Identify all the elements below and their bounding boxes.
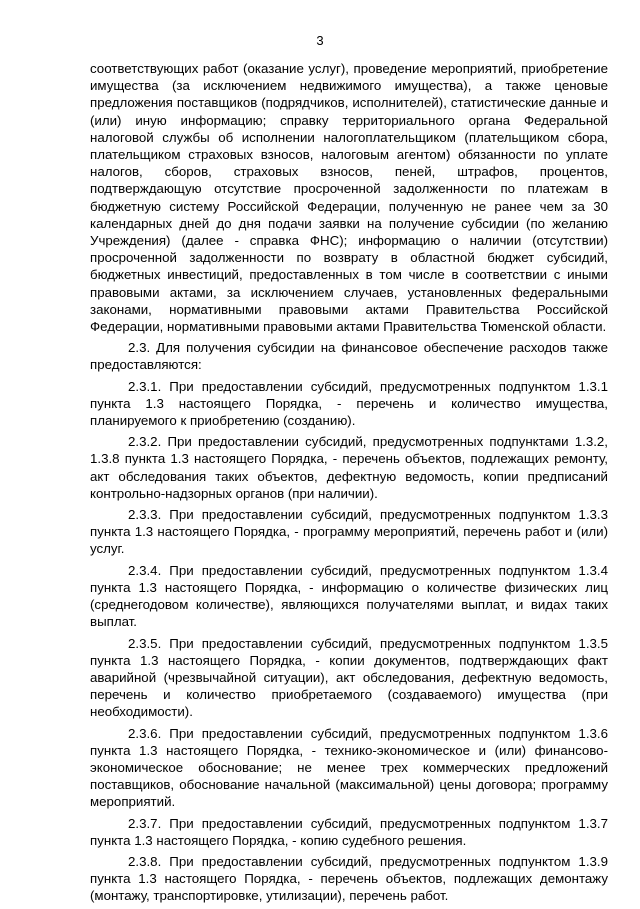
paragraph-2-3-1: 2.3.1. При предоставлении субсидий, предусмотренных подпунктом 1.3.1 пункта 1.3 настоящего Порядка, - перечень и количество имущества, планируемого к приобретению (созданию). [90,378,608,429]
paragraph-2-3-4: 2.3.4. При предоставлении субсидий, предусмотренных подпунктом 1.3.4 пункта 1.3 настоящего Порядка, - информацию о количестве физических лиц (среднегодовом количестве), являющихся получателями выплат, и видах таких выплат. [90,562,608,630]
paragraph-continuation: соответствующих работ (оказание услуг), проведение мероприятий, приобретение имущества (за исключением недвижимого имущества), а также ценовые предложения поставщиков (подрядчиков, исполнителей), статистические данные и (или) иную информацию; справку территориального органа Федеральной налоговой службы об исполнении налогоплательщиком (плательщиком сбора, плательщиком страховых взносов, налоговым агентом) обязанности по уплате налогов, сборов, страховых взносов, пеней, штрафов, процентов, подтверждающую отсутствие просроченной задолженности по платежам в бюджетную систему Российской Федерации, полученную не ранее чем за 30 календарных дней до дня подачи заявки на получение субсидии (по желанию Учреждения) (далее - справка ФНС); информацию о наличии (отсутствии) просроченной задолженности по возврату в областной бюджет субсидий, бюджетных инвестиций, предоставленных в том числе в соответствии с иными правовыми актами, за исключением случаев, установленных федеральными законами, нормативными правовыми актами Правительства Российской Федерации, нормативными правовыми актами Правительства Тюменской области. [90,61,608,335]
document-body [90,60,608,909]
paragraph-2-3-8: 2.3.8. При предоставлении субсидий, предусмотренных подпунктом 1.3.9 пункта 1.3 настоящего Порядка, - перечень объектов, подлежащих демонтажу (монтажу, транспортировке, утилизации), перечень работ. [90,853,608,904]
paragraph-2-3-2: 2.3.2. При предоставлении субсидий, предусмотренных подпунктами 1.3.2, 1.3.8 пункта 1.3 настоящего Порядка, - перечень объектов, подлежащих ремонту, акт обследования таких объектов, дефектную ведомость, копии предписаний контрольно-надзорных органов (при наличии). [90,434,608,501]
paragraph-2-3-3: 2.3.3. При предоставлении субсидий, предусмотренных подпунктом 1.3.3 пункта 1.3 настоящего Порядка, - программу мероприятий, перечень работ и (или) услуг. [90,507,608,557]
page-number: 3 [316,33,324,48]
paragraph-2-3-5: 2.3.5. При предоставлении субсидий, предусмотренных подпунктом 1.3.5 пункта 1.3 настоящего Порядка, - копии документов, подтверждающих факт аварийной (чрезвычайной ситуации), акт обследования, дефектную ведомость, перечень и количество приобретаемого (создаваемого) имущества (при необходимости). [90,635,608,720]
paragraph-2-3: 2.3. Для получения субсидии на финансовое обеспечение расходов также предоставляются: [90,340,608,373]
paragraph-2-3-7: 2.3.7. При предоставлении субсидий, предусмотренных подпунктом 1.3.7 пункта 1.3 настоящего Порядка, - копию судебного решения. [90,815,608,848]
paragraph-2-3-6: 2.3.6. При предоставлении субсидий, предусмотренных подпунктом 1.3.6 пункта 1.3 настоящего Порядка, - технико-экономическое и (или) финансово-экономическое обоснование; не менее трех коммерческих предложений поставщиков, обоснование начальной (максимальной) цены договора; программу мероприятий. [90,725,608,810]
